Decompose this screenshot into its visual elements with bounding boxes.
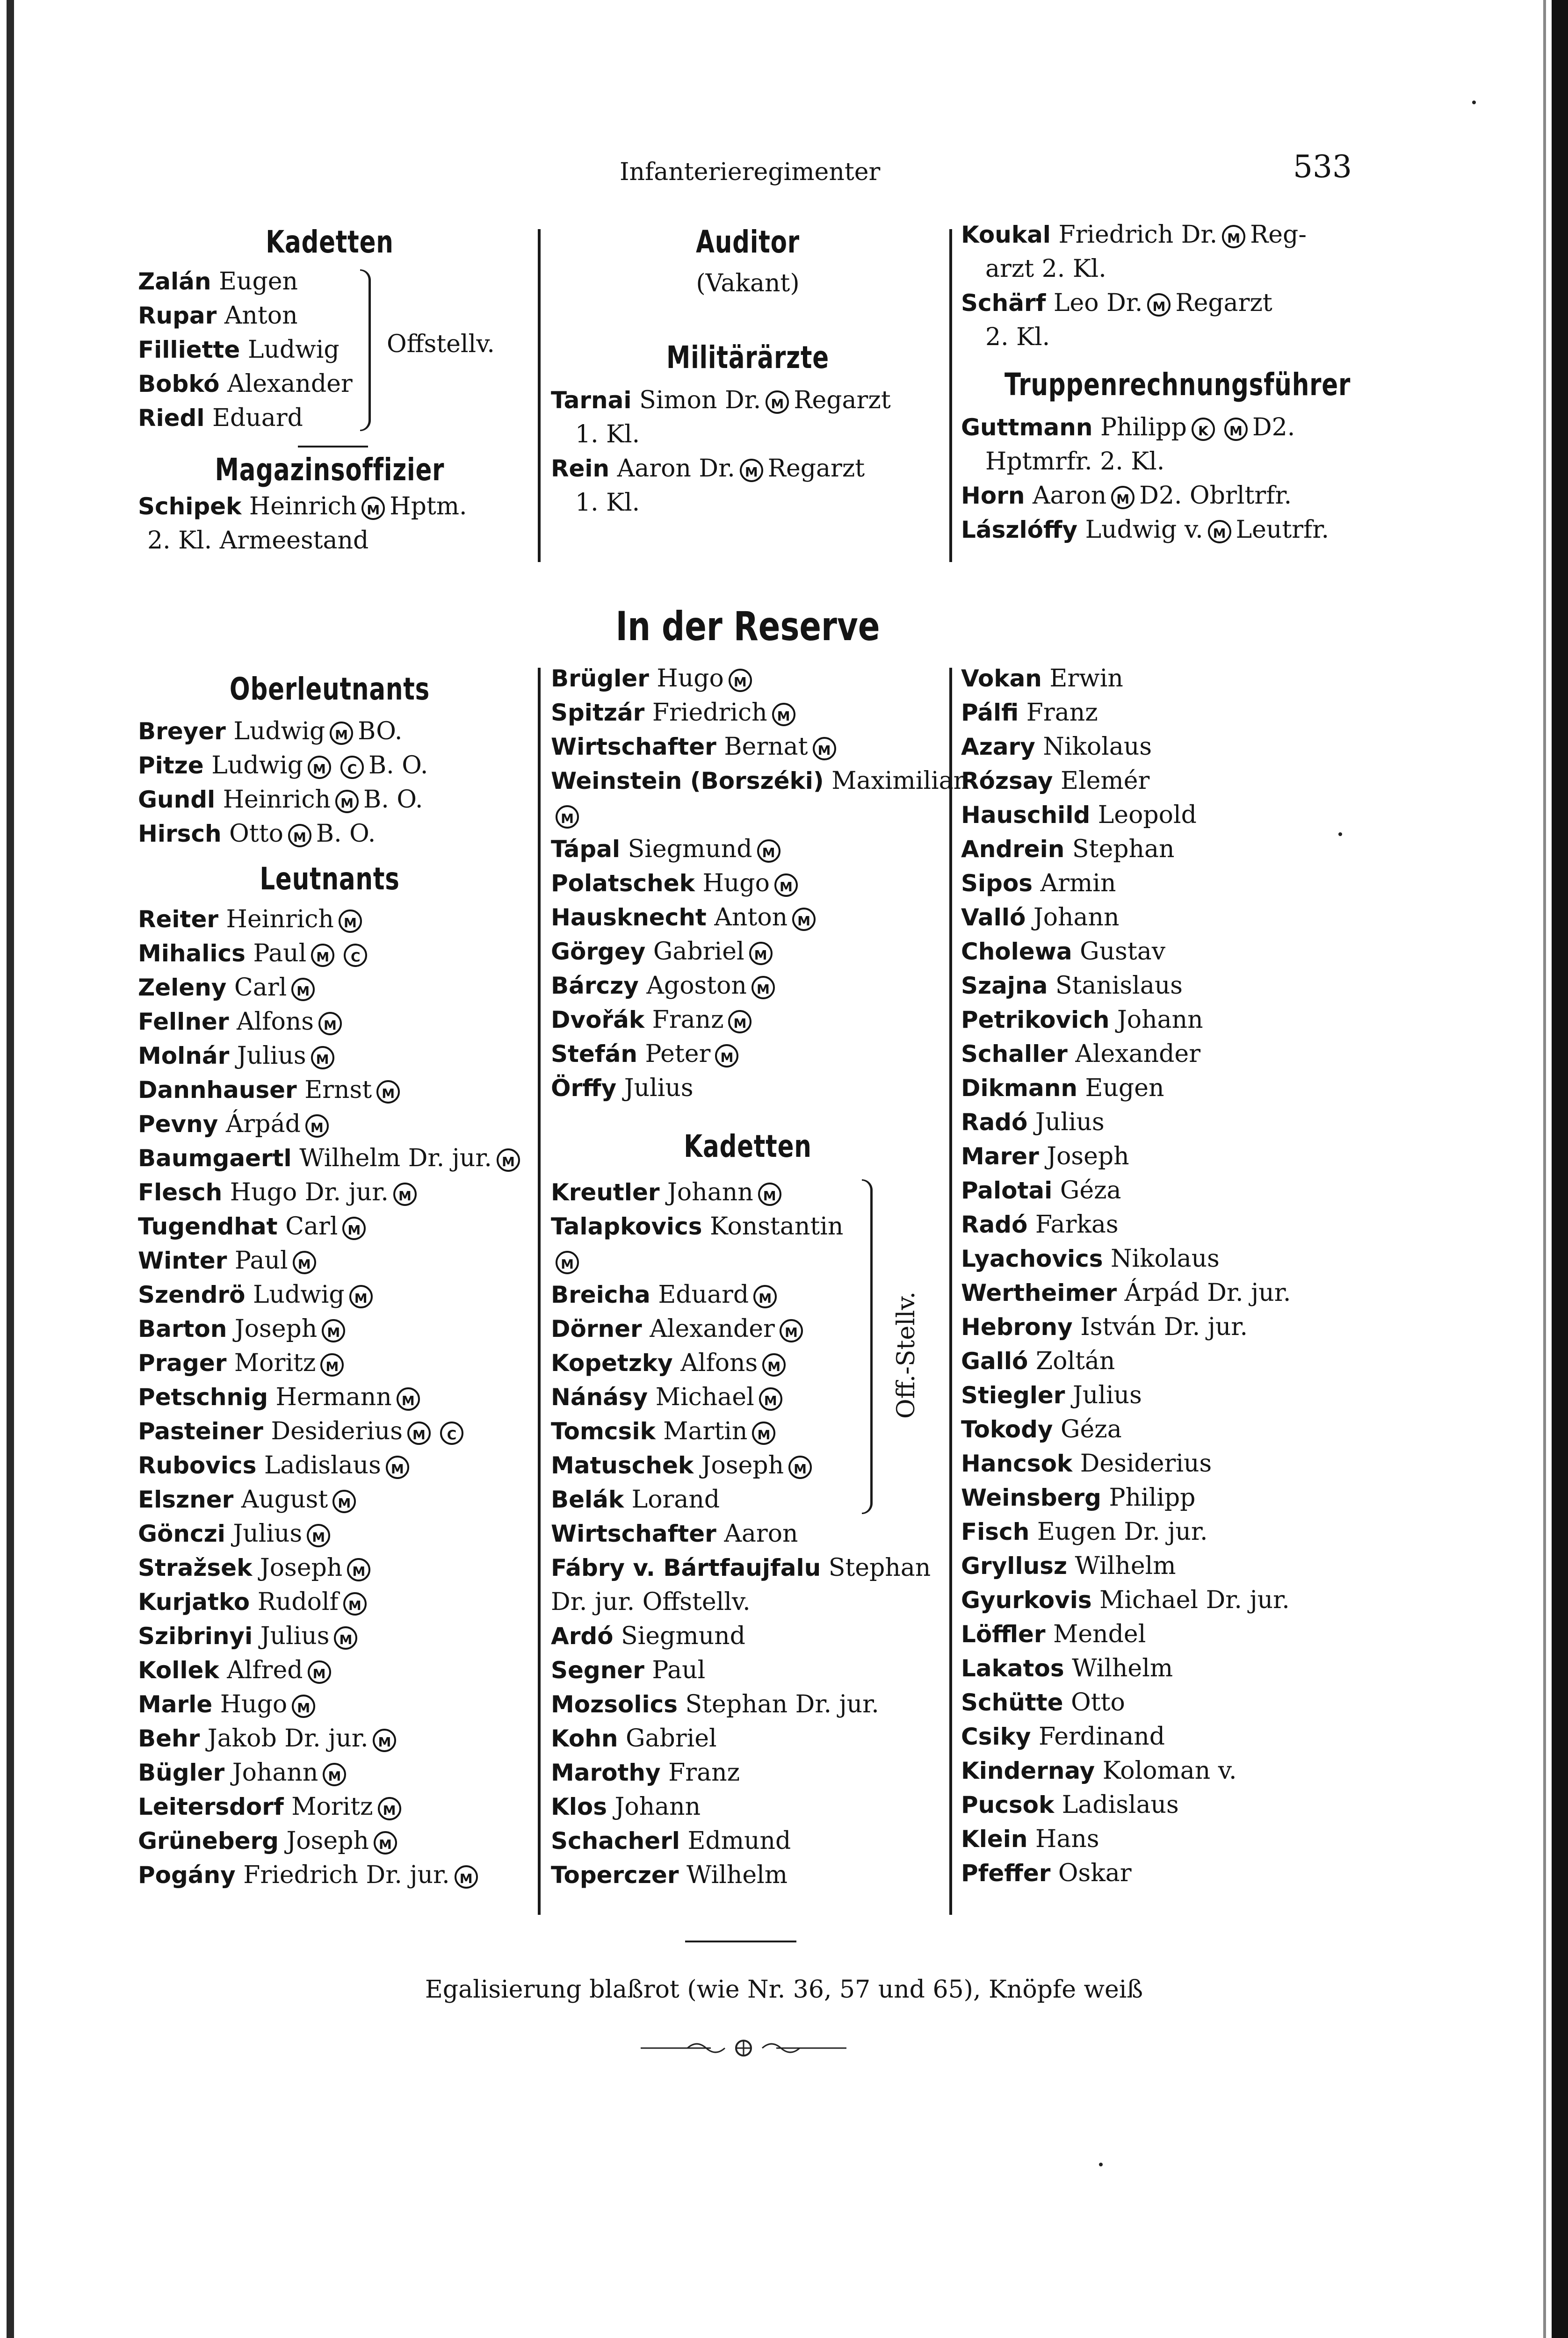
column-rule [949,668,952,1915]
list-item: Segner Paul [551,1656,706,1684]
medal-badge: M [335,790,359,813]
list-item [551,798,945,832]
list-item: Galló Zoltán [961,1347,1115,1375]
section-heading-kadetten-2: Kadetten [684,1128,812,1164]
medal-badge: M [772,703,795,726]
medal-badge: M [774,873,798,897]
kadetten-list [551,1176,945,1517]
medal-badge: M [1224,418,1248,441]
list-item: Schipek Heinrich M Hptm. 2. Kl. Armeestand [138,492,467,555]
medal-badge: M [378,1797,401,1820]
section-heading-kadetten: Kadetten [266,224,394,260]
list-item: Kohn Gabriel [551,1725,717,1753]
list-item: Stefán Peter M [551,1037,945,1071]
list-item: Gundl Heinrich M B. O. [138,786,423,814]
list-item: Pfeffer Oskar [961,1859,1132,1887]
list-item: Bárczy Agoston M [551,969,945,1003]
list-item: Weinsberg Philipp [961,1484,1196,1512]
list-item: Klos Johann [551,1793,701,1821]
list-item: Toperczer Wilhelm [551,1861,788,1889]
medal-badge: M [556,805,579,829]
list-item: Fellner Alfons M [138,1005,535,1039]
brace [360,269,371,431]
column-3-bottom [961,662,1356,1891]
medal-badge: M [373,1729,396,1752]
medal-badge: M [813,737,836,760]
list-item: Marer Joseph [961,1142,1129,1170]
list-item: Mihalics Paul M C [138,937,535,971]
medal-badge: M [330,722,353,745]
footer-note: Egalisierung blaßrot (wie Nr. 36, 57 und 65), Knöpfe weiß [425,1976,1143,2004]
list-item: Dvořák Franz M [551,1003,945,1037]
medal-badge: M [1111,486,1134,509]
list-item: Hausknecht Anton M [551,901,945,935]
speck [1472,101,1476,104]
list-item: Hauschild Leopold [961,801,1197,829]
medal-badge: M [339,909,362,933]
list-item: Lakatos Wilhelm [961,1654,1173,1682]
list-item: Breyer Ludwig M BO. [138,717,403,745]
medal-badge: M [292,1695,315,1718]
medal-badge: M [757,839,780,863]
medal-badge: M [311,1046,334,1069]
list-item: Wertheimer Árpád Dr. jur. [961,1279,1291,1307]
list-item: Bobkó Alexander [138,370,353,398]
list-item: Rubovics Ladislaus M [138,1449,535,1483]
medal-badge: M [758,1183,781,1206]
list-item: Szajna Stanislaus [961,972,1183,1000]
medal-badge: M [305,1114,329,1138]
medal-badge: M [753,1285,777,1308]
list-item: Fábry v. Bártfaujfalu Stephan [551,1554,931,1582]
list-item: Talapkovics Konstantin [551,1212,844,1241]
list-item: Molnár Julius M [138,1039,535,1073]
list-item: Kreutler Johann M [551,1176,945,1210]
list-item: Gönczi Julius M [138,1517,535,1551]
medal-badge: M [361,497,385,520]
list-item: Cholewa Gustav [961,938,1166,966]
medal-badge: M [766,390,789,414]
list-item: Flesch Hugo Dr. jur. M [138,1176,535,1210]
medal-badge: M [308,756,331,779]
column-3-top [961,218,1356,547]
list-item: Dr. jur. Offstellv. [551,1588,751,1616]
list-item: Ardó Siegmund [551,1622,745,1650]
medal-badge: M [307,1524,330,1547]
medal-badge: M [308,1660,331,1684]
list-item: Pucsok Ladislaus [961,1791,1179,1819]
list-item: Radó Julius [961,1108,1105,1136]
medal-badge: M [740,459,763,482]
list-item: Breicha Eduard M [551,1278,945,1312]
list-item: Weinstein (Borszéki) Maximilian [551,767,969,795]
reserve-list [551,662,969,1105]
medal-badge: M [376,1080,400,1104]
list-item: Hirsch Otto M B. O. [138,820,376,848]
medal-badge: K [1192,418,1215,441]
medal-badge: M [347,1558,370,1581]
medal-badge: C [340,756,364,779]
medal-badge: M [788,1456,812,1479]
list-item: Schütte Otto [961,1689,1125,1717]
section-heading-truppenrechnungsfuehrer: Truppenrechnungsführer [1004,367,1351,403]
list-item: Sipos Armin [961,869,1116,897]
medal-badge: M [1208,520,1231,543]
section-heading-leutnants: Leutnants [260,861,400,897]
list-item: Dannhauser Ernst M [138,1073,535,1107]
list-item: Reiter Heinrich M [138,902,535,937]
medal-badge: M [780,1319,803,1342]
list-item: Leitersdorf Moritz M [138,1790,535,1824]
list-item: Dikmann Eugen [961,1074,1164,1102]
medal-badge: M [311,944,334,967]
speck [1099,2163,1103,2166]
list-item: Kopetzky Alfons M [551,1346,945,1380]
list-item [551,1244,945,1278]
list-item: Csiky Ferdinand [961,1723,1165,1751]
list-item: Schärf Leo Dr. M Regarzt 2. Kl. [961,289,1272,351]
medal-badge: M [320,1353,344,1377]
column-rule [538,668,541,1915]
list-item: Rózsay Elemér [961,767,1150,795]
list-item: Bügler Johann M [138,1756,535,1790]
list-item: Filliette Ludwig [138,336,340,364]
list-item: Gryllusz Wilhelm [961,1552,1176,1580]
list-item: Kurjatko Rudolf M [138,1585,535,1619]
list-item: Görgey Gabriel M [551,935,945,969]
ornament-icon [641,2036,846,2060]
list-item: Schacherl Edmund [551,1827,791,1855]
medal-badge: C [440,1422,463,1445]
medal-badge: M [759,1387,782,1411]
list-item: Klein Hans [961,1825,1099,1853]
list-item: Rupar Anton [138,302,298,330]
list-item: Pasteiner Desiderius M C [138,1414,535,1449]
list-item: Grüneberg Joseph M [138,1824,535,1858]
list-item: Petschnig Hermann M [138,1380,535,1414]
list-item: Lyachovics Nikolaus [961,1245,1220,1273]
medal-badge: M [393,1183,417,1206]
list-item: Stražsek Joseph M [138,1551,535,1585]
medal-badge: M [1147,293,1171,317]
medal-badge: M [342,1217,366,1240]
list-item: Szibrinyi Julius M [138,1619,535,1653]
reserve-list-3 [961,662,1356,1891]
list-item: Örffy Julius [551,1074,694,1102]
medal-badge: M [288,824,311,847]
list-item: Tarnai Simon Dr. M Regarzt 1. Kl. [551,386,891,448]
list-item: Andrein Stephan [961,835,1175,863]
medal-badge: M [291,978,315,1001]
list-item: Koukal Friedrich Dr. M Reg- arzt 2. Kl. [961,221,1307,283]
medal-badge: M [715,1044,738,1068]
list-item: Polatschek Hugo M [551,866,945,901]
list-item: Guttmann Philipp K M D2. Hptmrfr. 2. Kl. [961,413,1295,476]
list-item: Zalán Eugen [138,267,298,296]
list-item: Dörner Alexander M [551,1312,945,1346]
list-item: Kollek Alfred M [138,1653,535,1688]
list-item: Riedl Eduard [138,404,303,432]
medal-badge: M [752,1422,775,1445]
list-item: Tugendhat Carl M [138,1210,535,1244]
medal-badge: M [407,1422,431,1445]
medal-badge: M [386,1456,409,1479]
list-item: Azary Nikolaus [961,733,1152,761]
page-number: 533 [1293,149,1352,185]
list-item: Vokan Erwin [961,664,1123,693]
column-rule [949,229,952,562]
list-item: Radó Farkas [961,1211,1119,1239]
list-item: Hebrony István Dr. jur. [961,1313,1248,1341]
list-item: Tomcsik Martin M [551,1414,945,1449]
section-heading-reserve: In der Reserve [615,603,880,650]
list-item: Petrikovich Johann [961,1006,1203,1034]
medal-badge: M [762,1353,786,1377]
medal-badge: M [374,1831,397,1855]
list-item: Zeleny Carl M [138,971,535,1005]
list-item: Winter Paul M [138,1244,535,1278]
medal-badge: C [344,944,367,967]
list-item: Tokody Géza [961,1415,1122,1443]
list-item: Schaller Alexander [961,1040,1201,1068]
column-rule [538,229,541,562]
list-item: Elszner August M [138,1483,535,1517]
list-item: Spitzár Friedrich M [551,696,945,730]
list-item: Wirtschafter Aaron [551,1520,798,1548]
brace-label: Offstellv. [387,330,495,358]
list-item: Rein Aaron Dr. M Regarzt 1. Kl. [551,455,865,517]
medal-badge: M [322,1319,345,1342]
brace [862,1179,873,1514]
medal-badge: M [792,908,816,931]
column-2-top [551,220,945,520]
oberleutnants-list [138,714,535,851]
section-heading-oberleutnants: Oberleutnants [229,671,430,707]
list-item: Wirtschafter Bernat M [551,730,945,764]
section-heading-magazinsoffizier: Magazinsoffizier [215,452,445,488]
list-item: Valló Johann [961,903,1120,931]
list-item: Pevny Árpád M [138,1107,535,1141]
list-item: Matuschek Joseph M [551,1449,945,1483]
section-heading-auditor: Auditor [696,224,800,260]
list-item: Löffler Mendel [961,1620,1146,1648]
medal-badge: M [323,1763,346,1786]
list-item: Brügler Hugo M [551,662,945,696]
list-item: Kindernay Koloman v. [961,1757,1237,1785]
list-item: Marothy Franz [551,1759,740,1787]
leutnants-list [138,902,535,1892]
list-item: Lászlóffy Ludwig v. M Leutrfr. [961,516,1330,544]
additional-list [551,1517,945,1892]
list-item: Nánásy Michael M [551,1380,945,1414]
column-2-bottom [551,662,969,1892]
running-header: Infanterieregimenter [620,158,881,186]
list-item: Behr Jakob Dr. jur. M [138,1722,535,1756]
list-item: Baumgaertl Wilhelm Dr. jur. M [138,1141,535,1176]
medal-badge: M [332,1490,356,1513]
medal-badge: M [556,1251,579,1274]
list-item: Horn Aaron M D2. Obrltrfr. [961,482,1292,510]
list-item: Gyurkovis Michael Dr. jur. [961,1586,1290,1614]
brace-label: Off.-Stellv. [892,1291,920,1419]
list-item: Tápal Siegmund M [551,832,945,866]
speck [1338,832,1342,836]
medal-badge: M [729,669,752,692]
medal-badge: M [318,1012,342,1035]
column-1-top [138,220,535,558]
list-item: Marle Hugo M [138,1688,535,1722]
list-item: Belák Lorand [551,1486,720,1514]
medal-badge: M [349,1285,373,1308]
list-item: Fisch Eugen Dr. jur. [961,1518,1208,1546]
medal-badge: M [749,942,773,965]
medal-badge: M [343,1592,367,1616]
list-item: Pogány Friedrich Dr. jur. M [138,1858,535,1892]
section-heading-militaeraerzte: Militärärzte [666,339,829,375]
list-item: Palotai Géza [961,1176,1121,1205]
kadetten-group [138,265,535,435]
list-item: Hancsok Desiderius [961,1450,1212,1478]
vacant-note: (Vakant) [696,269,800,297]
medal-badge: M [751,976,775,999]
kadetten-2-group [551,1176,945,1517]
list-item: Stiegler Julius [961,1381,1142,1409]
column-1-bottom [138,664,535,1892]
medal-badge: M [455,1865,478,1889]
medal-badge: M [397,1387,420,1411]
list-item: Barton Joseph M [138,1312,535,1346]
list-item: Pálfi Franz [961,699,1098,727]
list-item: Pitze Ludwig M C B. O. [138,751,428,779]
medal-badge: M [497,1148,520,1172]
list-item: Prager Moritz M [138,1346,535,1380]
medal-badge: M [334,1626,357,1650]
medal-badge: M [293,1251,316,1274]
medal-badge: M [1222,225,1245,248]
medal-badge: M [728,1010,751,1033]
list-item: Szendrö Ludwig M [138,1278,535,1312]
list-item: Mozsolics Stephan Dr. jur. [551,1690,879,1718]
divider [685,1941,796,1942]
